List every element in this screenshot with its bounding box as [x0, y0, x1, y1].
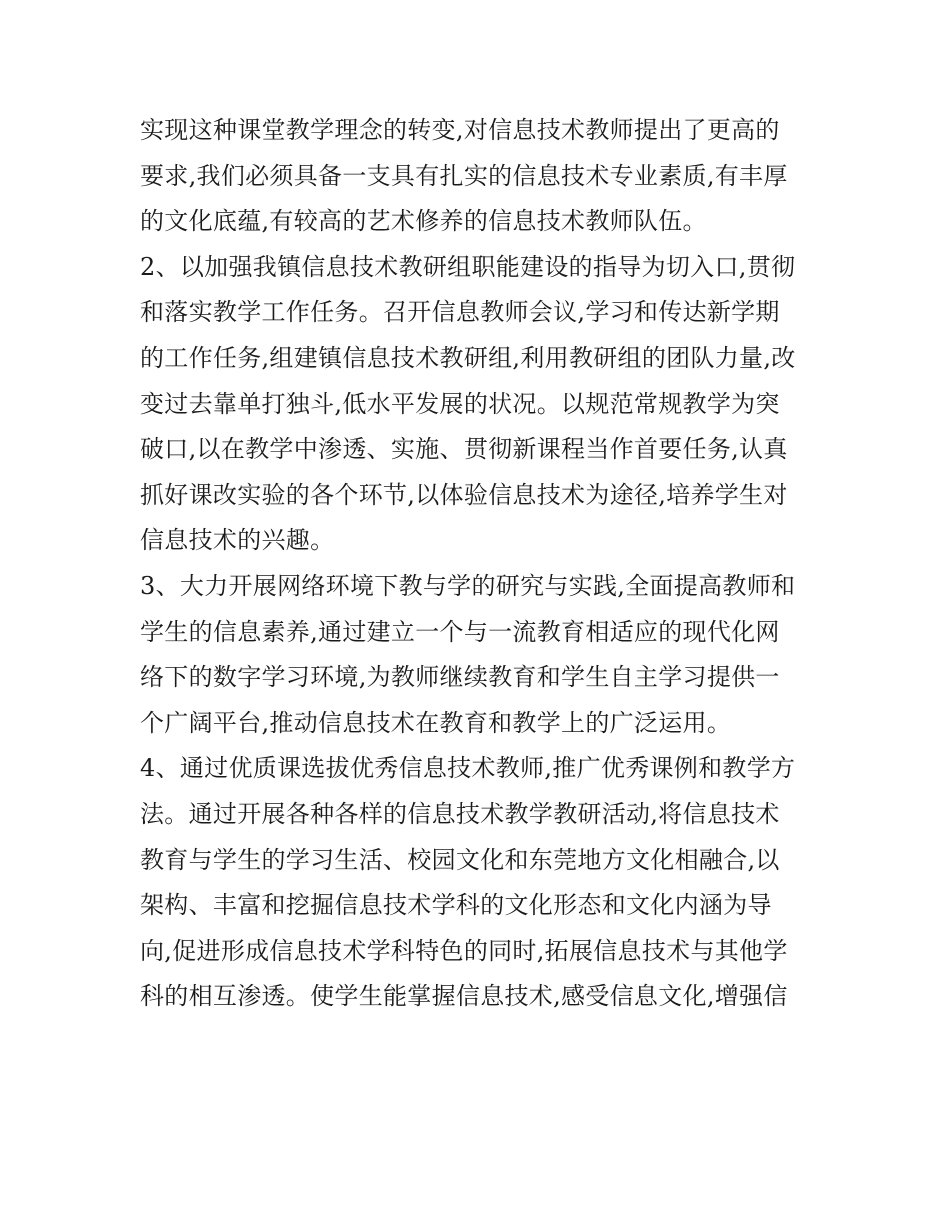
text-line: 法。通过开展各种各样的信息技术教学教研活动,将信息技术 [140, 799, 780, 828]
text-line: 实现这种课堂教学理念的转变,对信息技术教师提出了更高的 [140, 116, 780, 144]
text-line: 向,促进形成信息技术学科特色的同时,拓展信息技术与其他学 [140, 936, 788, 965]
text-line: 抓好课改实验的各个环节,以体验信息技术为途径,培养学生对 [140, 480, 788, 509]
text-line: 个广阔平台,推动信息技术在教育和教学上的广泛运用。 [140, 708, 732, 737]
text-line: 变过去靠单打独斗,低水平发展的状况。以规范常规教学为突 [140, 389, 780, 418]
text-line: 和落实教学工作任务。召开信息教师会议,学习和传达新学期 [140, 298, 780, 327]
text-line: 3、大力开展网络环境下教与学的研究与实践,全面提高教师和 [140, 571, 796, 600]
text-line: 信息技术的兴趣。 [140, 526, 335, 555]
body-text [140, 108, 810, 1020]
text-line: 的文化底蕴,有较高的艺术修养的信息技术教师队伍。 [140, 207, 707, 236]
text-line: 科的相互渗透。使学生能掌握信息技术,感受信息文化,增强信 [140, 982, 788, 1011]
text-line: 络下的数字学习环境,为教师继续教育和学生自主学习提供一 [140, 663, 780, 692]
text-line: 学生的信息素养,通过建立一个与一流教育相适应的现代化网 [140, 617, 780, 646]
text-line: 教育与学生的学习生活、校园文化和东莞地方文化相融合,以 [140, 845, 780, 874]
text-line: 2、以加强我镇信息技术教研组职能建设的指导为切入口,贯彻 [140, 252, 796, 281]
text-line: 架构、丰富和挖掘信息技术学科的文化形态和文化内涵为导 [140, 891, 772, 920]
text-line: 的工作任务,组建镇信息技术教研组,利用教研组的团队力量,改 [140, 343, 796, 372]
text-line: 破口,以在教学中渗透、实施、贯彻新课程当作首要任务,认真 [140, 435, 788, 464]
text-line: 4、通过优质课选拔优秀信息技术教师,推广优秀课例和教学方 [140, 754, 796, 783]
text-line: 要求,我们必须具备一支具有扎实的信息技术专业素质,有丰厚 [140, 161, 788, 190]
